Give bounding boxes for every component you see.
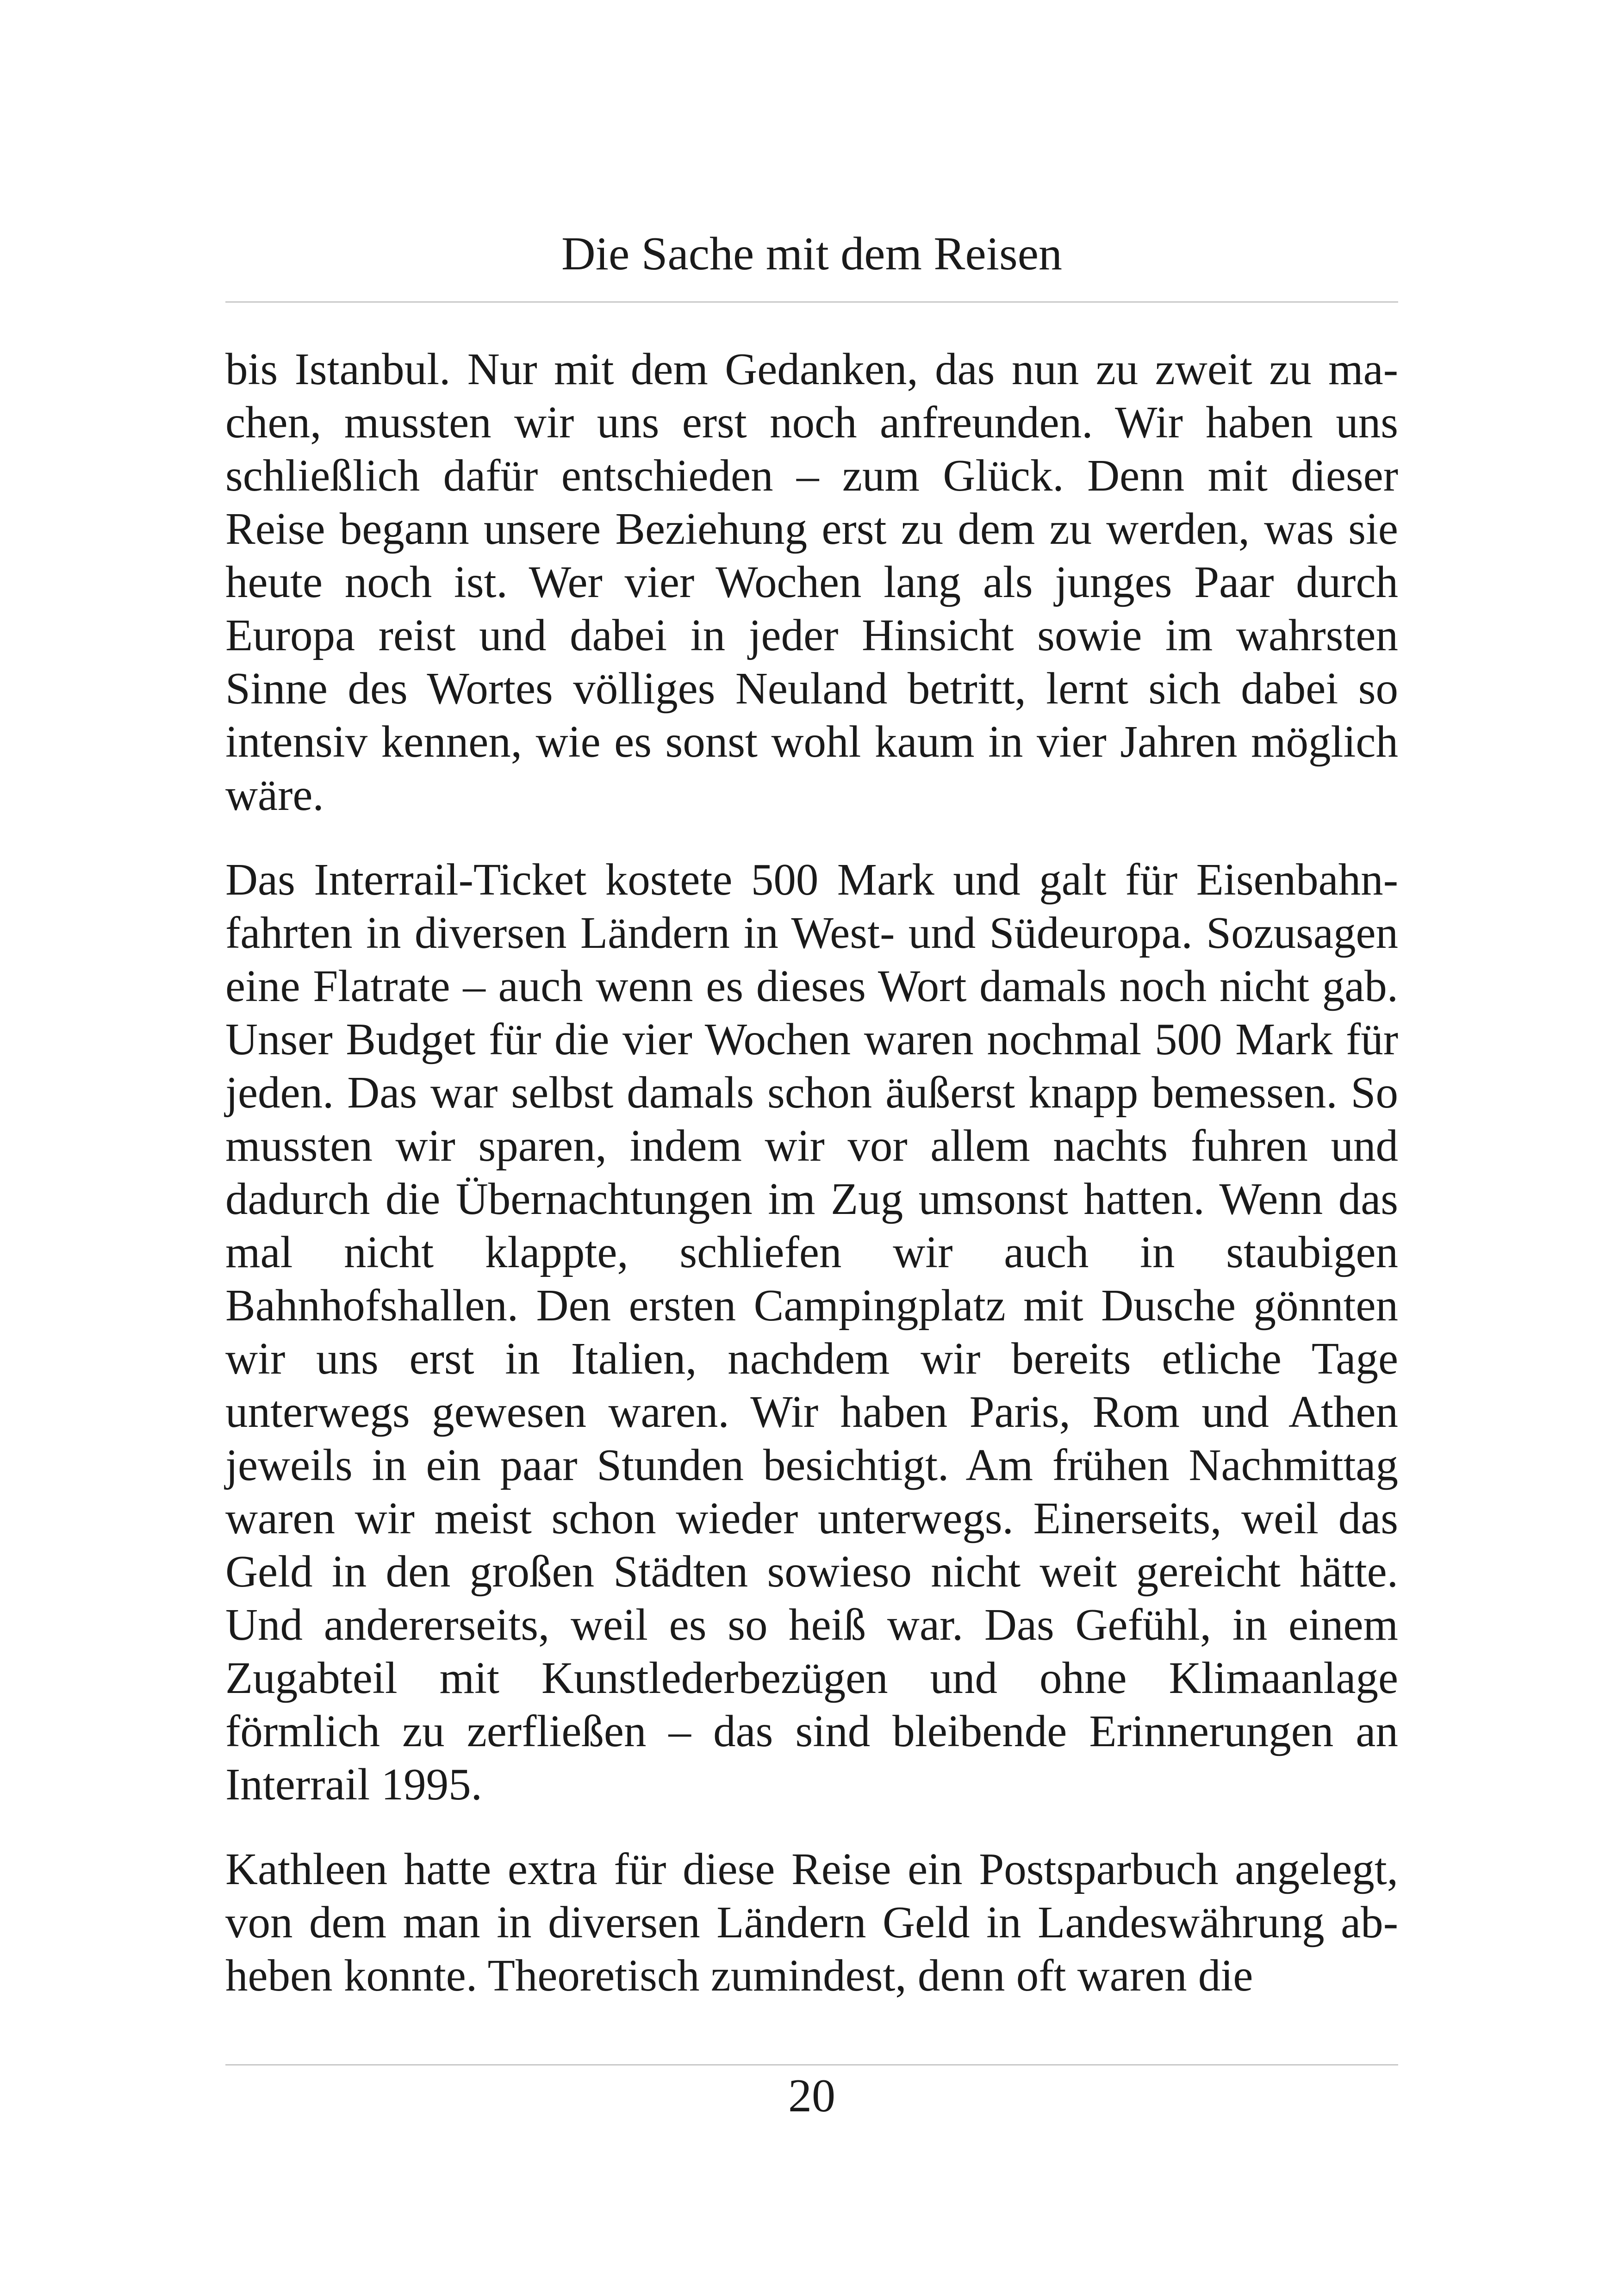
paragraph-3: Kathleen hatte extra für diese Reise ein Postsparbuch angelegt, von dem man in diversen Ländern Geld in Landeswährung abheben konnte. Theoretisch zumindest, denn oft waren die	[225, 1844, 1398, 2000]
running-header-title: Die Sache mit dem Reisen	[561, 228, 1063, 280]
body-text	[225, 342, 1398, 2034]
paragraph-2: Das Interrail-Ticket kostete 500 Mark und galt für Eisenbahnfahrten in diversen Ländern in West- und Südeuropa. Sozusagen eine Flatrate – auch wenn es dieses Wort damals noch nicht gab. Unser Budget für die vier Wochen waren nochmal 500 Mark für jeden. Das war selbst damals schon äußerst knapp bemessen. So mussten wir sparen, indem wir vor allem nachts fuhren und dadurch die Übernachtungen im Zug umsonst hatten. Wenn das mal nicht klappte, schliefen wir auch in staubigen Bahnhofshallen. Den ersten Campingplatz mit Dusche gönnten wir uns erst in Italien, nachdem wir bereits etliche Tage unterwegs gewesen waren. Wir haben Paris, Rom und Athen jeweils in ein paar Stunden besichtigt. Am frühen Nachmittag waren wir meist schon wieder unterwegs. Einerseits, weil das Geld in den großen Städten sowieso nicht weit gereicht hätte. Und andererseits, weil es so heiß war. Das Gefühl, in einem Zugabteil mit Kunstlederbezügen und ohne Klimaanlage förmlich zu zerfließen – das sind bleibende Erinnerungen an Interrail 1995.	[225, 855, 1398, 1809]
paragraph-1: bis Istanbul. Nur mit dem Gedanken, das nun zu zweit zu machen, mussten wir uns erst noch anfreunden. Wir haben uns schließlich dafür entschieden – zum Glück. Denn mit dieser Reise begann unsere Beziehung erst zu dem zu werden, was sie heute noch ist. Wer vier Wochen lang als junges Paar durch Europa reist und dabei in jeder Hinsicht sowie im wahrsten Sinne des Wortes völliges Neuland betritt, lernt sich dabei so intensiv kennen, wie es sonst wohl kaum in vier Jahren möglich wäre.	[225, 344, 1398, 820]
header-divider	[225, 301, 1398, 303]
page-number: 20	[788, 2070, 835, 2122]
footer-divider	[225, 2064, 1398, 2066]
